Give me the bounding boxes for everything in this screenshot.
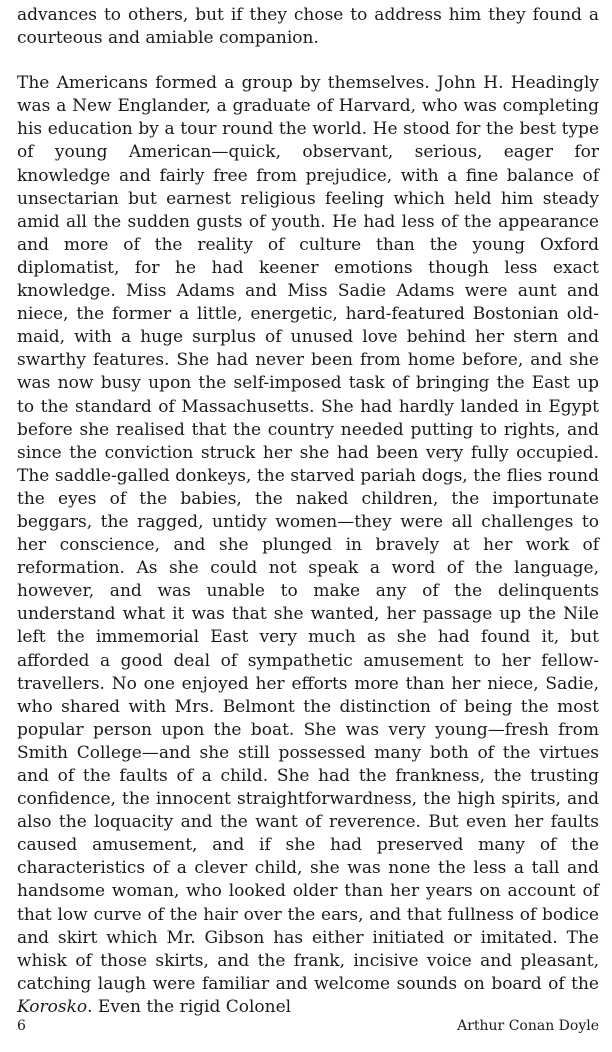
paragraph-continuation: advances to others, but if they chose to address him they found a courteous and amiable companion. xyxy=(17,5,599,49)
page-number: 6 xyxy=(17,1018,26,1034)
paragraph-americans xyxy=(17,72,599,1019)
paragraph-text-part2: . Even the rigid Colonel xyxy=(87,996,292,1017)
running-footer-author: Arthur Conan Doyle xyxy=(457,1018,599,1034)
page-body xyxy=(17,4,599,1019)
ship-name-italic: Korosko xyxy=(17,996,88,1017)
page-footer xyxy=(17,1018,599,1034)
paragraph-text-part1: The Americans formed a group by themselves. John H. Headingly was a New Englander, a graduate of Harvard, who was completing his education by a tour round the world. He stood for the best type of young American—quick, observant, serious, eager for knowledge and fairly free from prejudice, with a fine balance of unsectarian but earnest religious feeling which held him steady amid all the sudden gusts of youth. He had less of the appearance and more of the reality of culture than the young Oxford diplomatist, for he had keener emotions though less exact knowledge. Miss Adams and Miss Sadie Adams were aunt and niece, the former a little, energetic, hard-featured Bostonian old-maid, with a huge surplus of unused love behind her stern and swarthy features. She had never been from home before, and she was now busy upon the self-imposed task of bringing the East up to the standard of Massachusetts. She had hardly landed in Egypt before she realised that the country needed putting to rights, and since the conviction struck her she had been very fully occupied. The saddle-galled donkeys, the starved pariah dogs, the flies round the eyes of the babies, the naked children, the importunate beggars, the ragged, untidy women—they were all challenges to her conscience, and she plunged in bravely at her work of reformation. As she could not speak a word of the language, however, and was unable to make any of the delinquents understand what it was that she wanted, her passage up the Nile left the immemorial East very much as she had found it, but afforded a good deal of sympathetic amusement to her fellow-travellers. No one enjoyed her efforts more than her niece, Sadie, who shared with Mrs. Belmont the distinction of being the most popular person upon the boat. She was very young—fresh from Smith College—and she still possessed many both of the virtues and of the faults of a child. She had the frankness, the trusting confidence, the innocent straightforwardness, the high spirits, and also the loquacity and the want of reverence. But even her faults caused amusement, and if she had preserved many of the characteristics of a clever child, she was none the less a tall and handsome woman, who looked older than her years on account of that low curve of the hair over the ears, and that fullness of bodice and skirt which Mr. Gibson has either initiated or imitated. The whisk of those skirts, and the frank, incisive voice and pleasant, catching laugh were familiar and welcome sounds on board of the xyxy=(17,73,599,994)
